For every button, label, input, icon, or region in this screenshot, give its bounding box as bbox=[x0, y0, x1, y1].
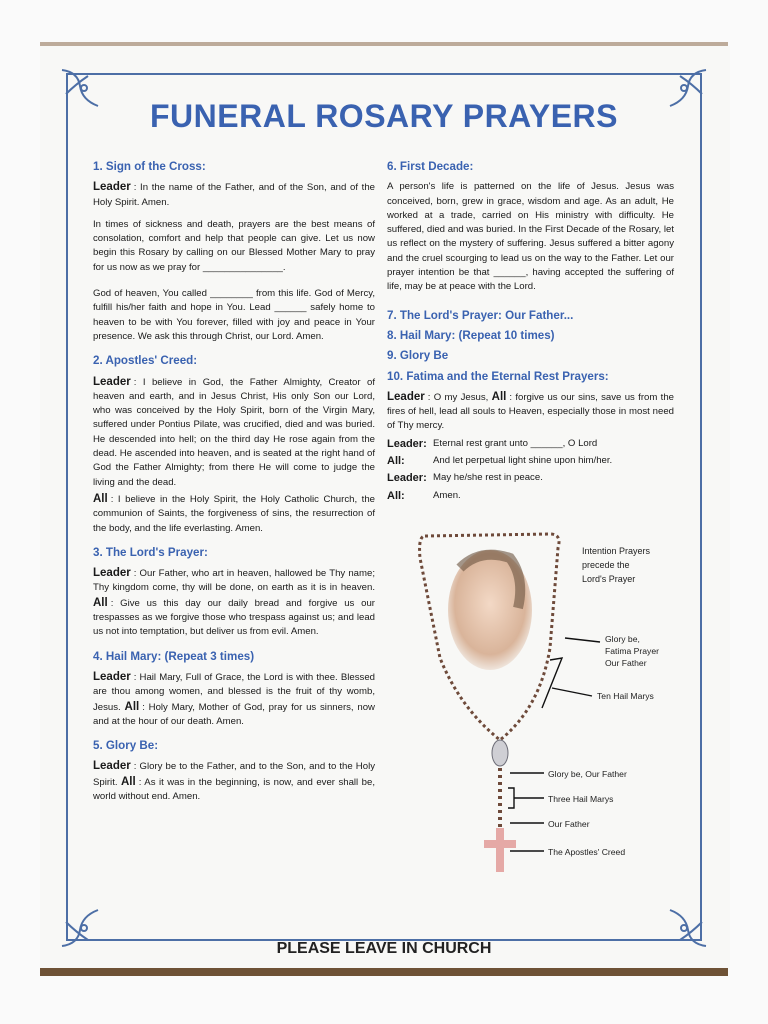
leader-label: Leader bbox=[93, 181, 131, 194]
leader-paragraph bbox=[93, 759, 375, 804]
all-text: : As it was in the beginning, is now, and ever shall be, world without end. Amen. bbox=[93, 776, 375, 802]
leader-text: : I believe in God, the Father Almighty, Creator of heaven and earth, and in Jesus Christ, His only Son our Lord, who was conceived by the Holy Spirit, born of the Virgin Mary, suffered under Pontius Pilate, was crucified, died and was buried. He descended into hell; on the third day He rose again from the dead. He ascended into heaven, and is seated at the right hand of God the Father Almighty; from there He will come to judge the living and the dead. bbox=[93, 376, 375, 488]
section-heading: 2. Apostles' Creed: bbox=[93, 354, 198, 368]
section-heading: 1. Sign of the Cross: bbox=[93, 160, 206, 173]
leader-paragraph bbox=[93, 670, 375, 729]
rosary-diagram bbox=[410, 528, 710, 888]
section-heading-fatima: 10. Fatima and the Eternal Rest Prayers: bbox=[387, 369, 609, 383]
leader-label: Leader bbox=[93, 567, 131, 580]
leader-text: : Our Father, who art in heaven, hallowed be Thy name; Thy kingdom come, thy will be done, on earth as it is in heaven. bbox=[93, 568, 375, 594]
section-heading: 3. The Lord's Prayer: bbox=[93, 545, 208, 559]
all-label: All bbox=[93, 596, 108, 609]
leader-label: Leader bbox=[387, 390, 425, 403]
section-heading-lords-prayer: 7. The Lord's Prayer: Our Father... bbox=[387, 308, 574, 322]
all-text: : Give us this day our daily bread and forgive us our trespasses as we forgive those who trespass against us; and lead us not into temptation, but deliver us from evil. Amen. bbox=[93, 597, 375, 638]
section-hail-mary bbox=[93, 650, 375, 729]
leader-text: : Hail Mary, Full of Grace, the Lord is with thee. Blessed are thou among women, and blessed is the fruit of thy womb, Jesus. bbox=[93, 671, 375, 713]
section-heading: 5. Glory Be: bbox=[93, 739, 159, 753]
bottom-edge-strip bbox=[40, 968, 728, 976]
section-heading-hail-mary: 8. Hail Mary: (Repeat 10 times) bbox=[387, 328, 555, 342]
label-three-hail-marys: Three Hail Marys bbox=[548, 794, 614, 804]
footer-notice: PLEASE LEAVE IN CHURCH bbox=[276, 940, 492, 957]
litany-line bbox=[387, 489, 674, 503]
crucifix-icon bbox=[484, 828, 516, 872]
all-text: : I believe in the Holy Spirit, the Holy Catholic Church, the communion of Saints, the forgiveness of sins, the resurrection of the body, and the life everlasting. Amen. bbox=[93, 493, 375, 534]
rosary-beads bbox=[410, 528, 710, 888]
section-heading: 6. First Decade: bbox=[387, 160, 474, 173]
all-paragraph bbox=[93, 492, 375, 536]
speaker-label: Leader: bbox=[387, 472, 427, 485]
section-sign-of-cross bbox=[93, 160, 375, 344]
pointer-line bbox=[565, 638, 600, 642]
line-text: And let perpetual light shine upon him/her. bbox=[433, 455, 613, 467]
leader-text: : O my Jesus, bbox=[427, 391, 492, 403]
paragraph: God of heaven, You called ________ from this life. God of Mercy, fulfill his/her faith and hope in You. Lead ______ safely home to heaven to be with You forever, filled with joy and peace in Your presence. We ask this through Christ, our Lord. Amen. bbox=[93, 288, 375, 342]
line-text: Amen. bbox=[433, 489, 461, 501]
left-column bbox=[93, 160, 375, 814]
litany-line bbox=[387, 437, 674, 451]
litany-line bbox=[387, 471, 674, 485]
label-ten-hail-marys: Ten Hail Marys bbox=[597, 691, 654, 701]
paragraph: A person's life is patterned on the life of Jesus. Jesus was conceived, born, grew in grace, wisdom and age. As an adult, He worked at a trade, carried on His ministry with difficulty. He suffered, died and was buried. In the First Decade of the Rosary, let us reflect on the mystery of suffering. Jesus suffered a bitter agony and the cruel scourging to lead us on the way to the Father. Let our prayer intention be that ______, having accepted the suffering of life, may be at peace with the Lord. bbox=[387, 181, 674, 293]
section-first-decade bbox=[387, 160, 674, 295]
all-label: All bbox=[121, 775, 136, 788]
label-glory-our-father: Glory be, Our Father bbox=[548, 769, 627, 779]
medal-icon bbox=[492, 740, 508, 766]
section-apostles-creed bbox=[93, 354, 375, 536]
all-label: All bbox=[124, 700, 140, 713]
litany-line bbox=[387, 454, 674, 468]
leader-text: : Glory be to the Father, and to the Son, and to the Holy Spirit. bbox=[93, 761, 375, 788]
speaker-label: Leader: bbox=[387, 437, 427, 450]
section-heading-glory-be: 9. Glory Be bbox=[387, 349, 449, 363]
bracket-line bbox=[508, 788, 544, 808]
leader-paragraph bbox=[93, 566, 375, 639]
all-label: All bbox=[491, 390, 507, 403]
leader-text: : forgive us our sins, save us from the fires of hell, lead all souls to Heaven, especially those in most need of Thy mercy. bbox=[387, 391, 674, 432]
section-lords-prayer bbox=[93, 546, 375, 640]
line-text: Eternal rest grant unto ______, O Lord bbox=[433, 437, 598, 449]
speaker-label: All: bbox=[387, 489, 405, 502]
all-label: All bbox=[93, 492, 108, 505]
leader-paragraph bbox=[387, 390, 674, 434]
bracket-line bbox=[542, 658, 592, 708]
line-text: May he/she rest in peace. bbox=[433, 472, 543, 484]
paragraph: In times of sickness and death, prayers are the best means of consolation, comfort and help that people can give. Let us now begin this Rosary by calling on our Blessed Mother Mary to pray for us now as we pray for _______________. bbox=[93, 218, 375, 273]
leader-label: Leader bbox=[93, 760, 131, 773]
section-heading: 4. Hail Mary: (Repeat 3 times) bbox=[93, 649, 255, 663]
right-column bbox=[387, 160, 674, 506]
leader-label: Leader bbox=[93, 375, 131, 388]
leader-label: Leader bbox=[93, 670, 131, 683]
speaker-label: All: bbox=[387, 455, 405, 468]
label-intention: Intention Prayers precede the Lord's Prayer bbox=[582, 546, 651, 584]
page-title: FUNERAL ROSARY PRAYERS bbox=[150, 98, 618, 134]
leader-text: : In the name of the Father, and of the Son, and of the Holy Spirit. Amen. bbox=[93, 182, 375, 208]
leader-paragraph bbox=[93, 375, 375, 490]
leader-paragraph bbox=[93, 180, 375, 210]
section-glory-be bbox=[93, 739, 375, 804]
label-glory-fatima: Glory be, Fatima Prayer Our Father bbox=[605, 634, 659, 668]
all-text: : Holy Mary, Mother of God, pray for us sinners, now and at the hour of our death. Amen. bbox=[93, 701, 375, 727]
label-our-father: Our Father bbox=[548, 819, 590, 829]
label-apostles-creed: The Apostles' Creed bbox=[548, 847, 626, 857]
